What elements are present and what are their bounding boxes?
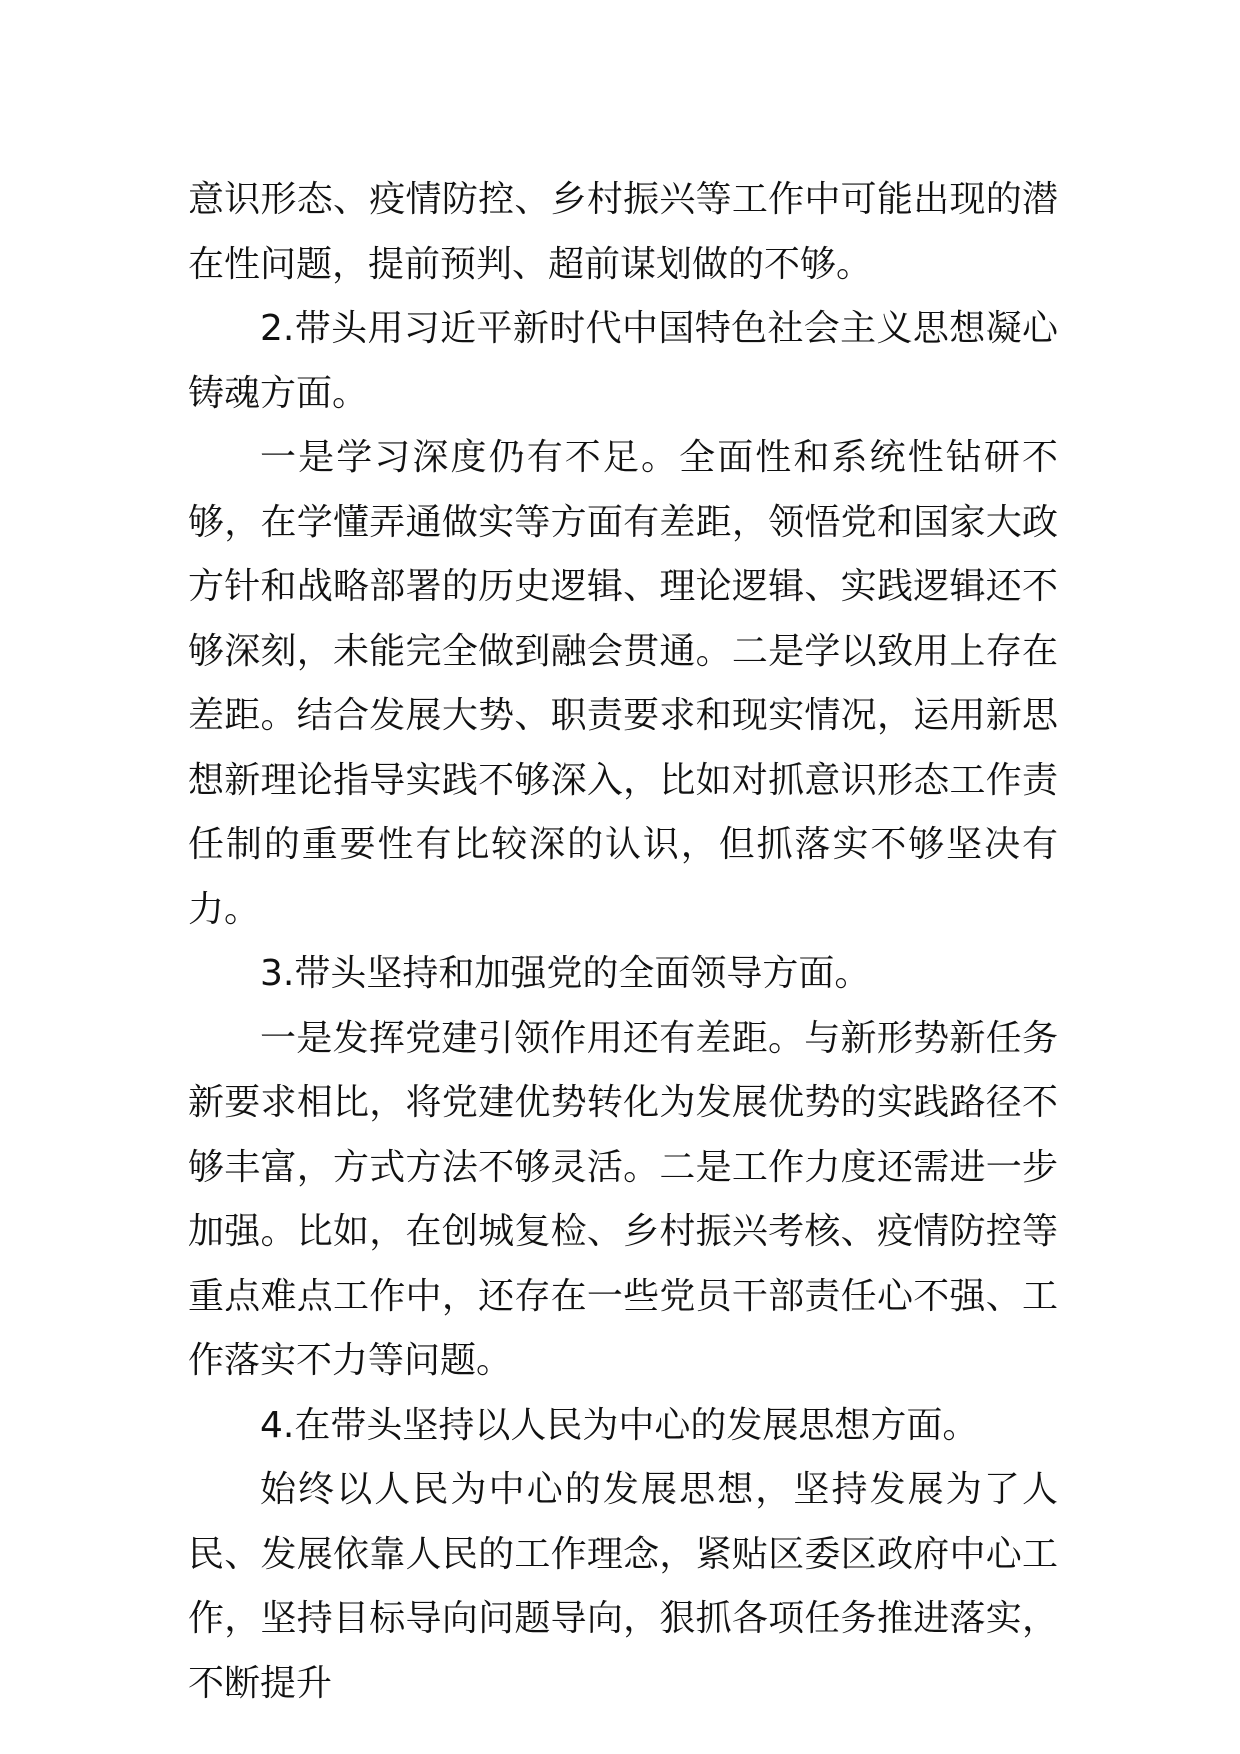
section-heading-3: 3.带头坚持和加强党的全面领导方面。	[260, 953, 871, 994]
paragraph-section-3: 一是发挥党建引领作用还有差距。与新形势新任务新要求相比，将党建优势转化为发展优势的实践路径不够丰富，方式方法不够灵活。二是工作力度还需进一步加强。比如，在创城复检、乡村振兴考核、疫情防控等重点难点工作中，还存在一些党员干部责任心不强、工作落实不力等问题。	[188, 1017, 1058, 1381]
paragraph-section-4: 始终以人民为中心的发展思想，坚持发展为了人民、发展依靠人民的工作理念，紧贴区委区政府中心工作，坚持目标导向问题导向，狠抓各项任务推进落实，不断提升	[188, 1469, 1058, 1704]
section-heading-4: 4.在带头坚持以人民为中心的发展思想方面。	[260, 1404, 979, 1446]
section-heading-2: 2.带头用习近平新时代中国特色社会主义思想凝心铸魂方面。	[188, 308, 1058, 414]
paragraph-continuation: 意识形态、疫情防控、乡村振兴等工作中可能出现的潜在性问题，提前预判、超前谋划做的不够。	[188, 179, 1058, 285]
document-body	[188, 168, 1058, 1716]
paragraph-section-2: 一是学习深度仍有不足。全面性和系统性钻研不够，在学懂弄通做实等方面有差距，领悟党和国家大政方针和战略部署的历史逻辑、理论逻辑、实践逻辑还不够深刻，未能完全做到融会贯通。二是学以致用上存在差距。结合发展大势、职责要求和现实情况，运用新思想新理论指导实践不够深入，比如对抓意识形态工作责任制的重要性有比较深的认识，但抓落实不够坚决有力。	[188, 437, 1058, 930]
